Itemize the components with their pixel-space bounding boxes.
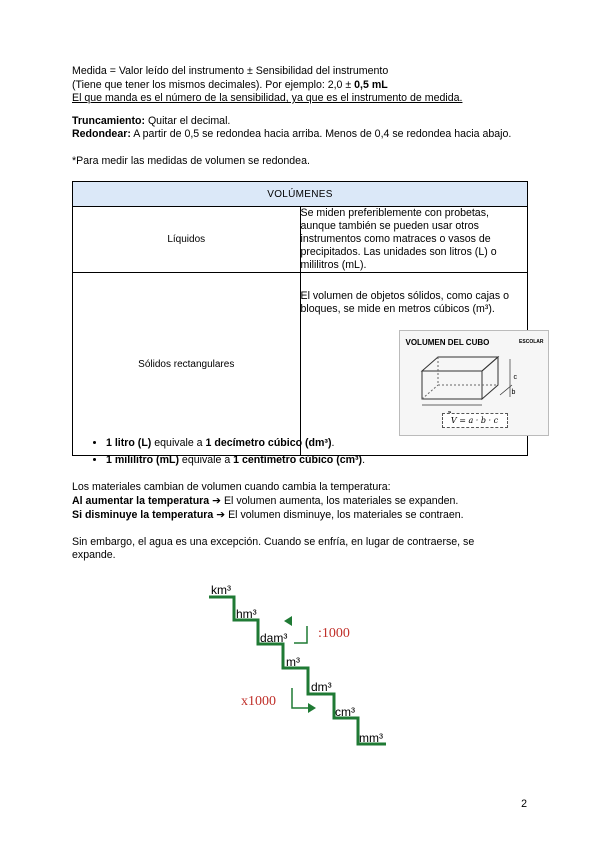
cube-label-c: c: [513, 374, 517, 381]
truncation-rule: Truncamiento: Quitar el decimal.: [72, 115, 231, 127]
cube-title: VOLUMEN DEL CUBO: [405, 338, 490, 347]
table-header: VOLÚMENES: [73, 182, 528, 207]
multiply-arrow-icon: [292, 688, 308, 708]
unit-cm3: cm³: [335, 705, 355, 719]
row-label-liquids: Líquidos: [73, 207, 301, 273]
page-number: 2: [521, 798, 527, 810]
unit-m3: m³: [286, 655, 300, 669]
unit-dm3: dm³: [311, 680, 332, 694]
volume-rounding-note: *Para medir las medidas de volumen se redondea.: [72, 155, 310, 167]
unit-km3: km³: [211, 583, 231, 597]
row-text-liquids: Se miden preferiblemente con probetas, aunque también se pueden usar otros instrumentos como matraces o vasos de precipitados. Las unidades son litros (L) o mililitros (mL).: [300, 207, 528, 273]
multiply-arrow-head-icon: [308, 703, 316, 713]
sensitivity-note: El que manda es el número de la sensibilidad, ya que es el instrumento de medida.: [72, 92, 463, 104]
row-cell-solids: [300, 273, 544, 456]
equivalence-list: [72, 437, 526, 471]
list-item: • 1 mililitro (mL) equivale a 1 centímetro cúbico (cm³).: [106, 454, 526, 467]
list-item: • 1 litro (L) equivale a 1 decímetro cúbico (dm³).: [106, 437, 526, 450]
volumes-table: [72, 181, 544, 456]
cube-tag: ESCOLAR: [519, 339, 544, 345]
row-text-solids: El volumen de objetos sólidos, como cajas o bloques, se mide en metros cúbicos (m³).: [300, 290, 509, 315]
temperature-increase: Al aumentar la temperatura ➔ El volumen aumenta, los materiales se expanden.: [72, 495, 459, 507]
temperature-decrease: Si disminuye la temperatura ➔ El volumen disminuye, los materiales se contraen.: [72, 509, 464, 521]
divide-arrow-head-icon: [284, 616, 292, 626]
rounding-rule: Redondear: A partir de 0,5 se redondea hacia arriba. Menos de 0,4 se redondea hacia abajo.: [72, 128, 512, 140]
temperature-intro: Los materiales cambian de volumen cuando cambia la temperatura:: [72, 481, 391, 493]
cube-label-b: b: [511, 389, 516, 396]
divide-arrow-icon: [294, 626, 307, 643]
stairs-line: [209, 597, 386, 744]
cube-volume-image: [399, 330, 549, 436]
multiply-label: x1000: [241, 694, 276, 709]
measure-formula: Medida = Valor leído del instrumento ± Sensibilidad del instrumento: [72, 65, 389, 77]
cube-formula: V = a · b · c: [442, 413, 508, 428]
unit-hm3: hm³: [236, 607, 257, 621]
water-exception: Sin embargo, el agua es una excepción. Cuando se enfría, en lugar de contraerse, se expande.: [72, 536, 475, 561]
divide-label: :1000: [318, 626, 350, 641]
unit-mm3: mm³: [359, 731, 383, 745]
unit-dam3: dam³: [260, 631, 288, 645]
decimals-example: (Tiene que tener los mismos decimales). Por ejemplo: 2,0 ± 0,5 mL: [72, 79, 388, 91]
row-label-solids: Sólidos rectangulares: [73, 273, 301, 456]
